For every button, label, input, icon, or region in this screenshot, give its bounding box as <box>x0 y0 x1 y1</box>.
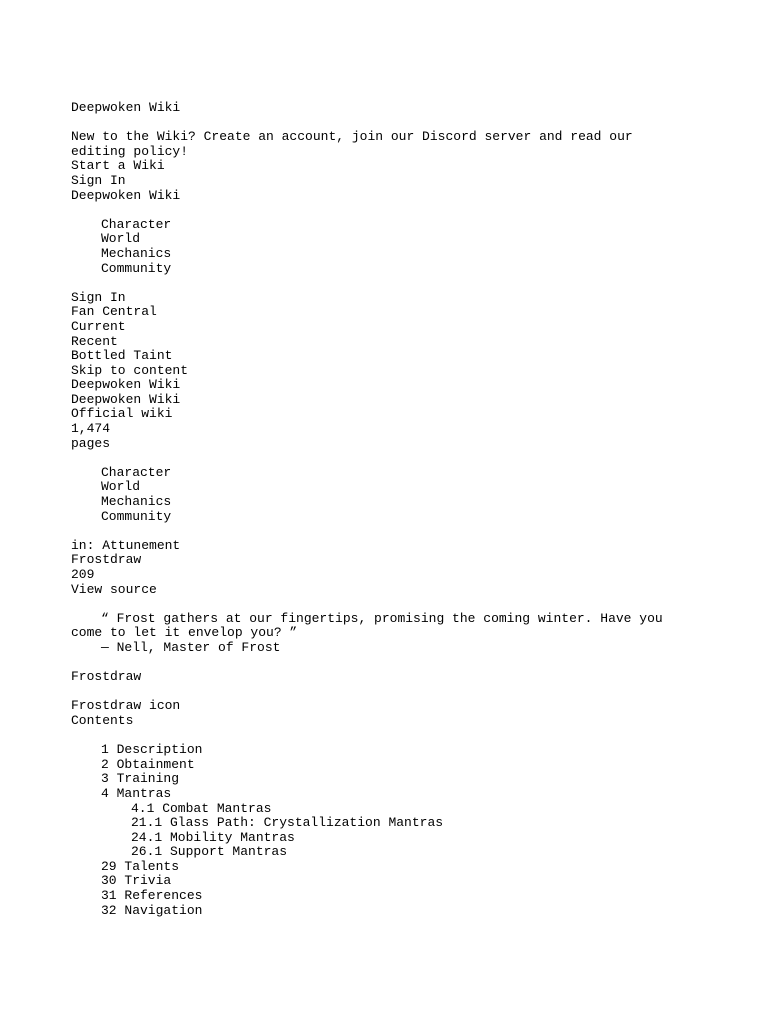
comment-count[interactable]: 209 <box>71 567 95 582</box>
user-sign-in-link[interactable]: Sign In <box>71 289 126 305</box>
spacer <box>71 116 691 131</box>
site-name-link[interactable]: Deepwoken Wiki <box>71 187 181 203</box>
start-wiki-link[interactable]: Start a Wiki <box>71 158 165 174</box>
wiki-name-link[interactable]: Deepwoken Wiki <box>71 377 181 393</box>
toc-item-support-mantras[interactable]: 26.1 Support Mantras <box>131 844 288 860</box>
pages-label: pages <box>71 435 111 451</box>
skip-to-content-link[interactable]: Skip to content <box>71 362 189 378</box>
toc-item-mantras[interactable]: 4 Mantras <box>101 785 172 801</box>
spacer <box>71 203 691 218</box>
recent-item-link[interactable]: Bottled Taint <box>71 348 173 364</box>
toc-item-description[interactable]: 1 Description <box>101 742 203 758</box>
secondary-nav-item-character[interactable]: Character <box>101 464 172 480</box>
spacer <box>71 656 691 671</box>
spacer <box>71 451 691 466</box>
page-count: 1,474 <box>71 421 111 437</box>
quote-author: — Nell, Master of Frost <box>101 639 281 655</box>
secondary-nav-item-community[interactable]: Community <box>101 508 172 524</box>
frostdraw-icon: Frostdraw icon <box>71 698 181 714</box>
wiki-name-secondary-link[interactable]: Deepwoken Wiki <box>71 391 181 407</box>
quote-block <box>71 612 691 656</box>
toc-item-mobility-mantras[interactable]: 24.1 Mobility Mantras <box>131 829 295 845</box>
toc-item-navigation[interactable]: 32 Navigation <box>101 902 203 918</box>
infobox-title: Frostdraw <box>71 669 142 685</box>
top-nav-item-mechanics[interactable]: Mechanics <box>101 245 172 261</box>
top-nav-item-world[interactable]: World <box>101 231 141 247</box>
table-of-contents <box>71 743 691 918</box>
spacer <box>71 276 691 291</box>
fan-central-link[interactable]: Fan Central <box>71 304 157 320</box>
notice-banner[interactable]: New to the Wiki? Create an account, join our Discord server and read our editing policy! <box>71 129 641 159</box>
top-nav-item-community[interactable]: Community <box>101 260 172 276</box>
toc-item-trivia[interactable]: 30 Trivia <box>101 873 172 889</box>
toc-item-talents[interactable]: 29 Talents <box>101 858 180 874</box>
secondary-nav-item-world[interactable]: World <box>101 479 141 495</box>
spacer <box>71 524 691 539</box>
top-nav-item-character[interactable]: Character <box>101 216 172 232</box>
quote-text: “ Frost gathers at our fingertips, promising the coming winter. Have you come to let it envelop you? ” <box>71 610 663 641</box>
spacer <box>71 729 691 744</box>
toc-item-glass-path-mantras[interactable]: 21.1 Glass Path: Crystallization Mantras <box>131 815 444 831</box>
current-link[interactable]: Current <box>71 318 126 334</box>
top-nav <box>71 218 691 276</box>
contents-heading: Contents <box>71 712 134 728</box>
category-link[interactable]: in: Attunement <box>71 537 181 553</box>
secondary-nav <box>71 466 691 524</box>
view-source-button[interactable]: View source <box>71 581 157 597</box>
recent-link[interactable]: Recent <box>71 333 118 349</box>
page-title: Frostdraw <box>71 552 142 568</box>
site-title-link[interactable]: Deepwoken Wiki <box>71 100 181 115</box>
official-wiki-badge: Official wiki <box>71 406 173 422</box>
sign-in-link[interactable]: Sign In <box>71 172 126 188</box>
toc-item-references[interactable]: 31 References <box>101 888 203 904</box>
spacer <box>71 597 691 612</box>
toc-item-combat-mantras[interactable]: 4.1 Combat Mantras <box>131 800 272 816</box>
secondary-nav-item-mechanics[interactable]: Mechanics <box>101 494 172 510</box>
toc-item-obtainment[interactable]: 2 Obtainment <box>101 756 195 772</box>
toc-item-training[interactable]: 3 Training <box>101 771 180 787</box>
spacer <box>71 685 691 700</box>
page-content <box>71 101 691 918</box>
